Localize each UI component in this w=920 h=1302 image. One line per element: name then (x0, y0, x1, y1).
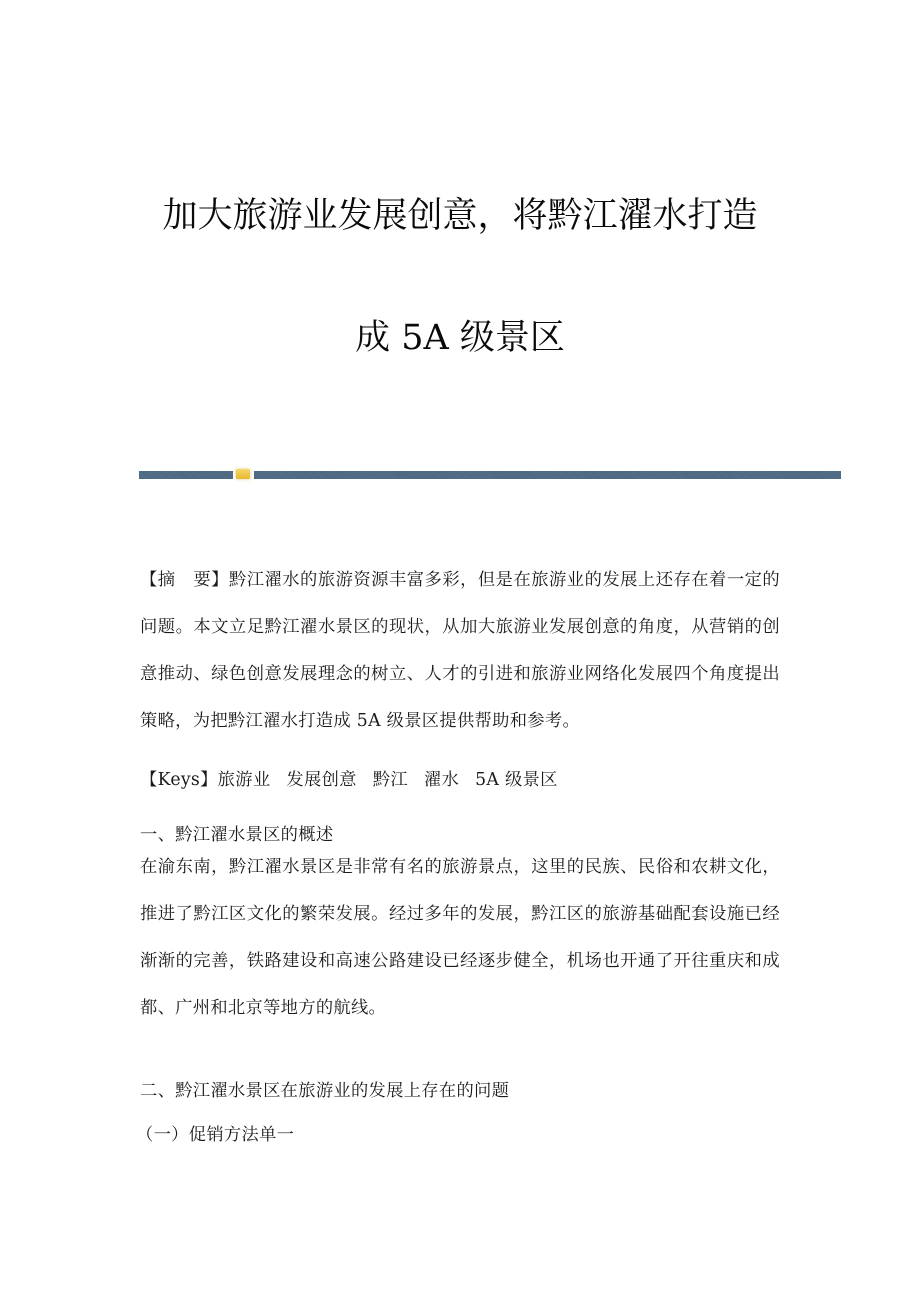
abstract-paragraph (140, 557, 780, 745)
abstract-text: 黔江濯水的旅游资源丰富多彩，但是在旅游业的发展上还存在着一定的问题。本文立足黔江濯水景区的现状，从加大旅游业发展创意的角度，从营销的创意推动、绿色创意发展理念的树立、人才的引进和旅游业网络化发展四个角度提出策略，为把黔江濯水打造成 5A 级景区提供帮助和参考。 (140, 570, 780, 731)
keyword: 濯水 (423, 770, 460, 790)
section-1-heading: 一、黔江濯水景区的概述 (140, 825, 334, 845)
keyword: 发展创意 (286, 770, 357, 790)
keywords-label: 【Keys】 (140, 770, 218, 790)
section-1-body: 在渝东南，黔江濯水景区是非常有名的旅游景点，这里的民族、民俗和农耕文化，推进了黔江区文化的繁荣发展。经过多年的发展，黔江区的旅游基础配套设施已经渐渐的完善，铁路建设和高速公路建设已经逐步健全，机场也开通了开往重庆和成都、广州和北京等地方的航线。 (140, 857, 780, 1018)
abstract-label: 【摘 要】 (140, 570, 229, 590)
title-divider (139, 471, 841, 480)
divider-bar-left (139, 471, 233, 479)
section-2-subheading: （一）促销方法单一 (136, 1125, 295, 1145)
keywords-line (140, 757, 780, 804)
document-title-line-1: 加大旅游业发展创意，将黔江濯水打造 (162, 196, 758, 236)
keyword: 黔江 (372, 770, 408, 790)
keyword: 5A 级景区 (475, 770, 558, 790)
section-2-heading: 二、黔江濯水景区在旅游业的发展上存在的问题 (140, 1081, 510, 1101)
keyword: 旅游业 (217, 770, 271, 790)
document-title-line-2: 成 5A 级景区 (355, 318, 565, 358)
divider-bar-right (254, 471, 841, 479)
divider-ornament-icon (236, 469, 250, 479)
